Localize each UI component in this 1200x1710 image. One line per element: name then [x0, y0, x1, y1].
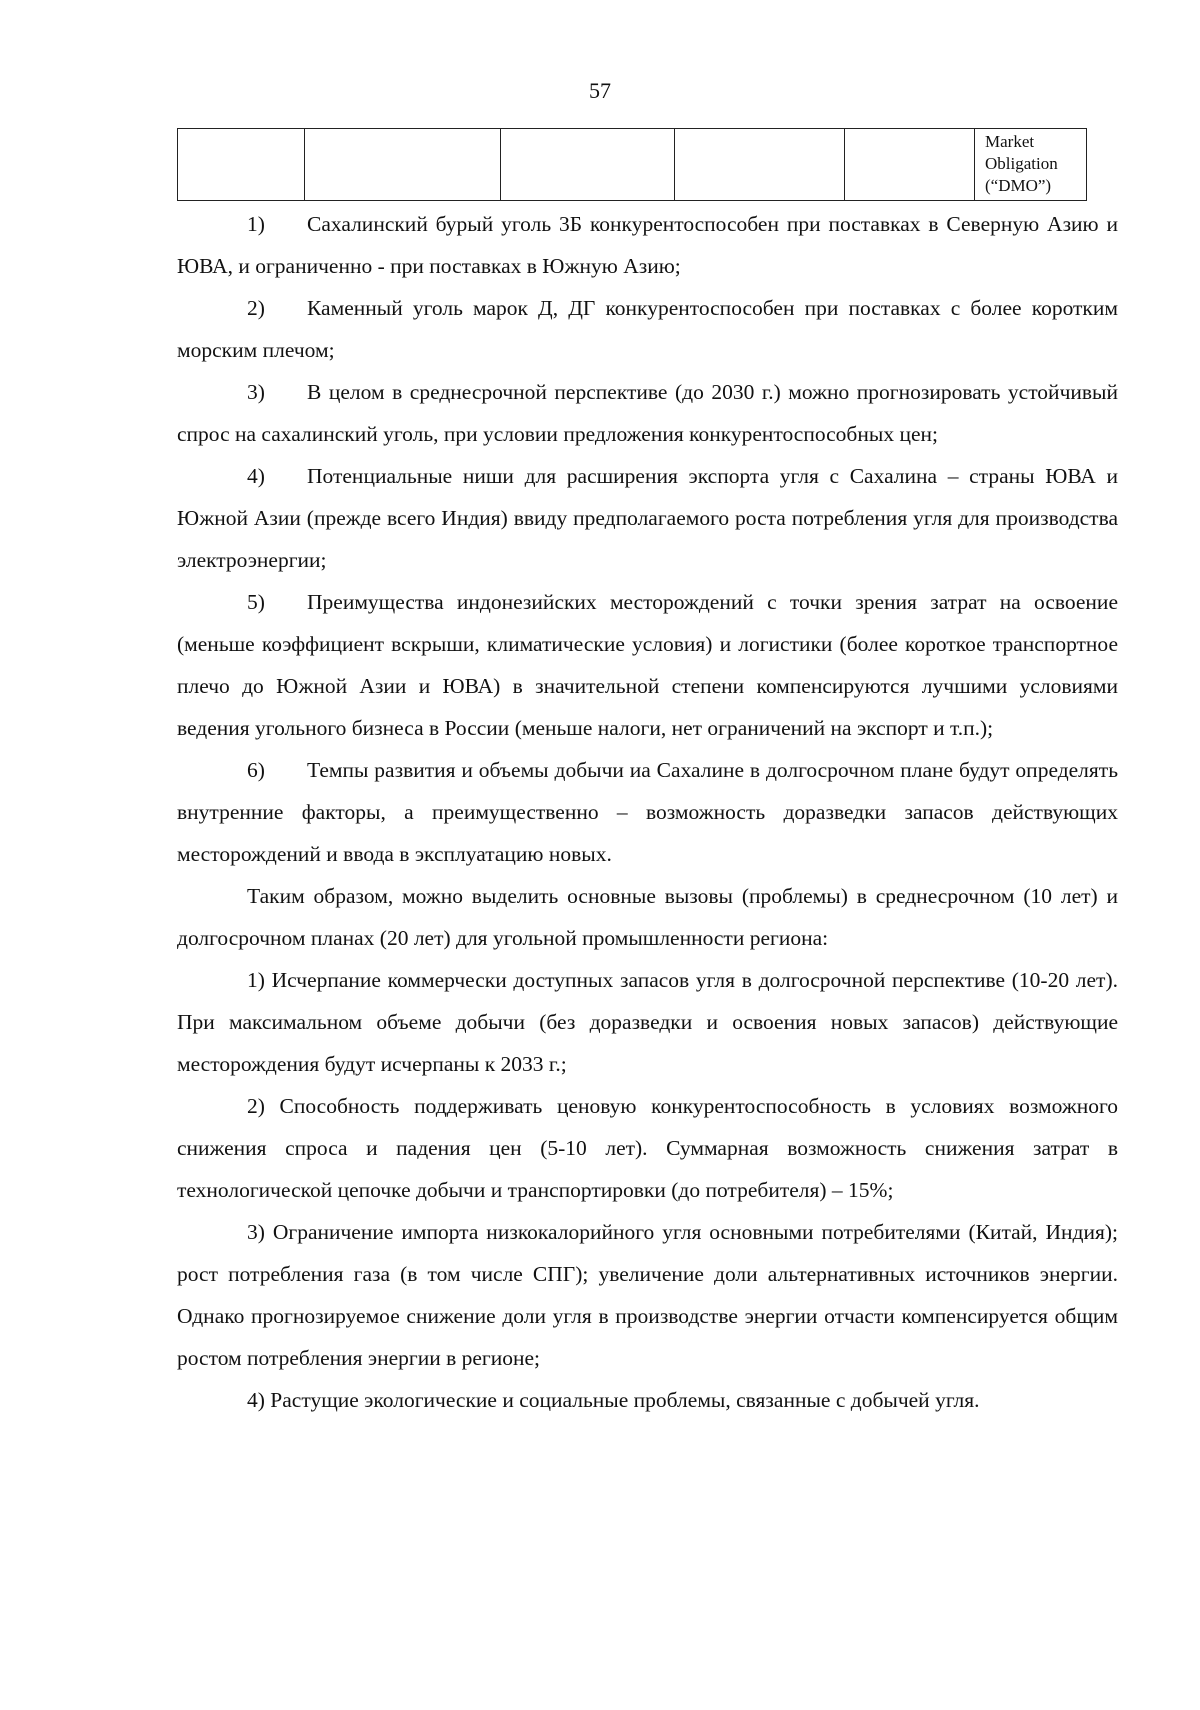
table-cell-empty: [845, 129, 975, 201]
challenge-3: 3) Ограничение импорта низкокалорийного угля основными потребителями (Китай, Индия); рост потребления газа (в том числе СПГ); увеличение доли альтернативных источников энергии. Однако прогнозируемое снижение доли угля в производстве энергии отчасти компенсируется общим ростом потребления энергии в регионе;: [177, 1220, 1118, 1370]
item-number: 2): [247, 296, 265, 320]
table-cell-line: Obligation: [985, 154, 1058, 173]
item-number: 5): [247, 590, 265, 614]
item-text: Сахалинский бурый уголь 3Б конкурентоспособен при поставках в Северную Азию и ЮВА, и ограниченно - при поставках в Южную Азию;: [177, 212, 1118, 278]
item-number: 4): [247, 464, 265, 488]
table-fragment: [177, 128, 1087, 201]
numbered-item-1: [177, 203, 1118, 287]
table-cell-empty: [675, 129, 845, 201]
body-text: [177, 203, 1118, 1421]
page-number: 57: [589, 78, 611, 103]
challenge-4: 4) Растущие экологические и социальные проблемы, связанные с добычей угля.: [247, 1388, 980, 1412]
item-text: В целом в среднесрочной перспективе (до 2030 г.) можно прогнозировать устойчивый спрос на сахалинский уголь, при условии предложения конкурентоспособных цен;: [177, 380, 1118, 446]
item-text: Темпы развития и объемы добычи иа Сахалине в долгосрочном плане будут определять внутренние факторы, а преимущественно – возможность доразведки запасов действующих месторождений и ввода в эксплуатацию новых.: [177, 758, 1118, 866]
numbered-item-5: [177, 581, 1118, 749]
item-number: 1): [247, 212, 265, 236]
challenge-2: 2) Способность поддерживать ценовую конкурентоспособность в условиях возможного снижения спроса и падения цен (5-10 лет). Суммарная возможность снижения затрат в технологической цепочке добычи и транспортировки (до потребителя) – 15%;: [177, 1094, 1118, 1202]
item-number: 3): [247, 380, 265, 404]
numbered-item-2: [177, 287, 1118, 371]
table-cell-line: (“DMO”): [985, 176, 1052, 195]
item-number: 6): [247, 758, 265, 782]
table-cell-dmo: [975, 129, 1087, 201]
item-text: Потенциальные ниши для расширения экспорта угля с Сахалина – страны ЮВА и Южной Азии (прежде всего Индия) ввиду предполагаемого роста потребления угля для производства электроэнергии;: [177, 464, 1118, 572]
table-row: [178, 129, 1087, 201]
table-cell-empty: [305, 129, 501, 201]
challenge-1: 1) Исчерпание коммерчески доступных запасов угля в долгосрочной перспективе (10-20 лет). При максимальном объеме добычи (без доразведки и освоения новых запасов) действующие месторождения будут исчерпаны к 2033 г.;: [177, 968, 1118, 1076]
table-cell-line: Market: [985, 132, 1035, 151]
numbered-item-4: [177, 455, 1118, 581]
numbered-item-6: [177, 749, 1118, 875]
numbered-item-3: [177, 371, 1118, 455]
summary-paragraph: Таким образом, можно выделить основные вызовы (проблемы) в среднесрочном (10 лет) и долгосрочном планах (20 лет) для угольной промышленности региона:: [177, 884, 1118, 950]
table-cell-empty: [501, 129, 675, 201]
item-text: Преимущества индонезийских месторождений с точки зрения затрат на освоение (меньше коэффициент вскрыши, климатические условия) и логистики (более короткое транспортное плечо до Южной Азии и ЮВА) в значительной степени компенсируются лучшими условиями ведения угольного бизнеса в России (меньше налоги, нет ограничений на экспорт и т.п.);: [177, 590, 1118, 740]
item-text: Каменный уголь марок Д, ДГ конкурентоспособен при поставках с более коротким морским плечом;: [177, 296, 1118, 362]
table-cell-empty: [178, 129, 305, 201]
